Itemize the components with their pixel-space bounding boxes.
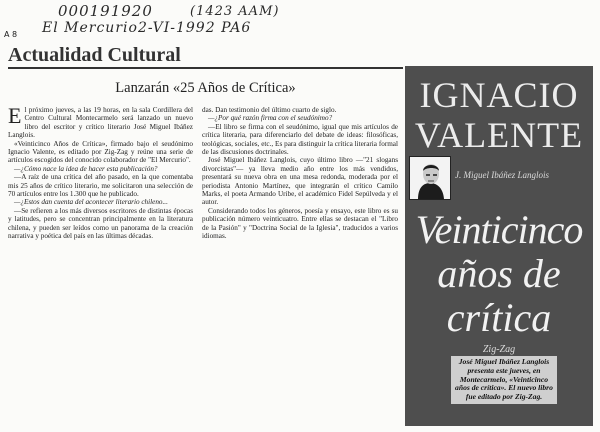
photo-caption: José Miguel Ibáñez Langlois presenta este jueves, en Montecarmelo, «Veinticinco años de crítica». El nuevo libro fue editado por Zig-Zag. bbox=[451, 356, 557, 404]
interview-question: —¿Cómo nace la idea de hacer esta publicación? bbox=[14, 164, 158, 173]
archive-stamp-number: 000191920 bbox=[58, 2, 153, 20]
cover-title-line3: crítica bbox=[446, 295, 552, 340]
article-paragraph: «Veinticinco Años de Crítica», firmado bajo el seudónimo Ignacio Valente, es editado por Zig-Zag y reúne una serie de artículos escogidos del conocido colaborador de "El Mercurio". bbox=[8, 139, 193, 165]
article-paragraph: —El libro se firma con el seudónimo, igual que mis artículos de crítica literaria, para diferenciarlo del debate de ideas: filosóficas, teológicas, sociales, etc., Es para distinguir la crítica literaria formal de las discusiones doctrinales. bbox=[202, 122, 398, 157]
page-marker: A 8 bbox=[4, 30, 18, 39]
cover-title-line2: años de bbox=[437, 251, 561, 296]
article-headline: Lanzarán «25 Años de Crítica» bbox=[115, 80, 296, 96]
book-cover-panel bbox=[405, 66, 593, 426]
cover-credit: J. Miguel Ibáñez Langlois bbox=[455, 170, 549, 180]
cover-title-line1: Veinticinco bbox=[415, 207, 583, 252]
section-rule bbox=[8, 67, 403, 69]
article-column-2 bbox=[202, 106, 398, 241]
cover-publisher: Zig-Zag bbox=[482, 344, 516, 355]
article-paragraph: Considerando todos los géneros, poesía y ensayo, este libro es su publicación número veinticuatro. Entre ellas se destacan el "Libro de la Pasión" y "Doctrina Social de la Iglesia", traducidos a varios idiomas. bbox=[202, 206, 398, 241]
article-paragraph bbox=[8, 103, 193, 140]
article-paragraph-text: l próximo jueves, a las 19 horas, en la sala Cordillera del Centro Cultural Montecarmelo será lanzado un nuevo libro del escritor y crítico literario José Miguel Ibáñez Langlois. bbox=[8, 106, 193, 140]
section-title: Actualidad Cultural bbox=[8, 44, 181, 66]
article-paragraph: —A raíz de una crítica del año pasado, en la que comentaba mis 25 años de crítico literario, me solicitaron una selección de 70 artículos entre los 1.300 que he publicado. bbox=[8, 173, 193, 199]
handwritten-source: El Mercurio bbox=[42, 20, 138, 36]
author-portrait bbox=[409, 156, 451, 200]
article-paragraph: José Miguel Ibáñez Langlois, cuyo último libro —"21 slogans divorcistas"— ya lleva medio año entre los más vendidos, presentará su nueva obra en una mesa redonda, moderada por el periodista Antonio Martínez, que integrarán el crítico Camilo Marks, el poeta Armando Uribe, el académico Fidel Sepúlveda y el autor. bbox=[202, 156, 398, 207]
interview-question: —¿Estos dan cuenta del acontecer literario chileno... bbox=[14, 198, 168, 207]
article-paragraph: das. Dan testimonio del último cuarto de siglo. bbox=[202, 106, 337, 114]
cover-author-name-line2: VALENTE bbox=[414, 115, 584, 155]
archive-stamp-time: (1423 AAM) bbox=[190, 4, 280, 19]
interview-question: —¿Por qué razón firma con el seudónimo? bbox=[208, 114, 333, 123]
drop-cap: E bbox=[8, 103, 22, 128]
article-column-1 bbox=[8, 103, 193, 241]
cover-author-name-line1: IGNACIO bbox=[419, 75, 579, 115]
article-paragraph: —Se refieren a los más diversos escritores de distintas épocas y latitudes, pero se concentran principalmente en la literatura chilena, y pueden ser leídos como un panorama de la creación narrativa y poética del país en las últimas décadas. bbox=[8, 206, 193, 241]
handwritten-date: 2-VI-1992 PA6 bbox=[138, 20, 252, 36]
